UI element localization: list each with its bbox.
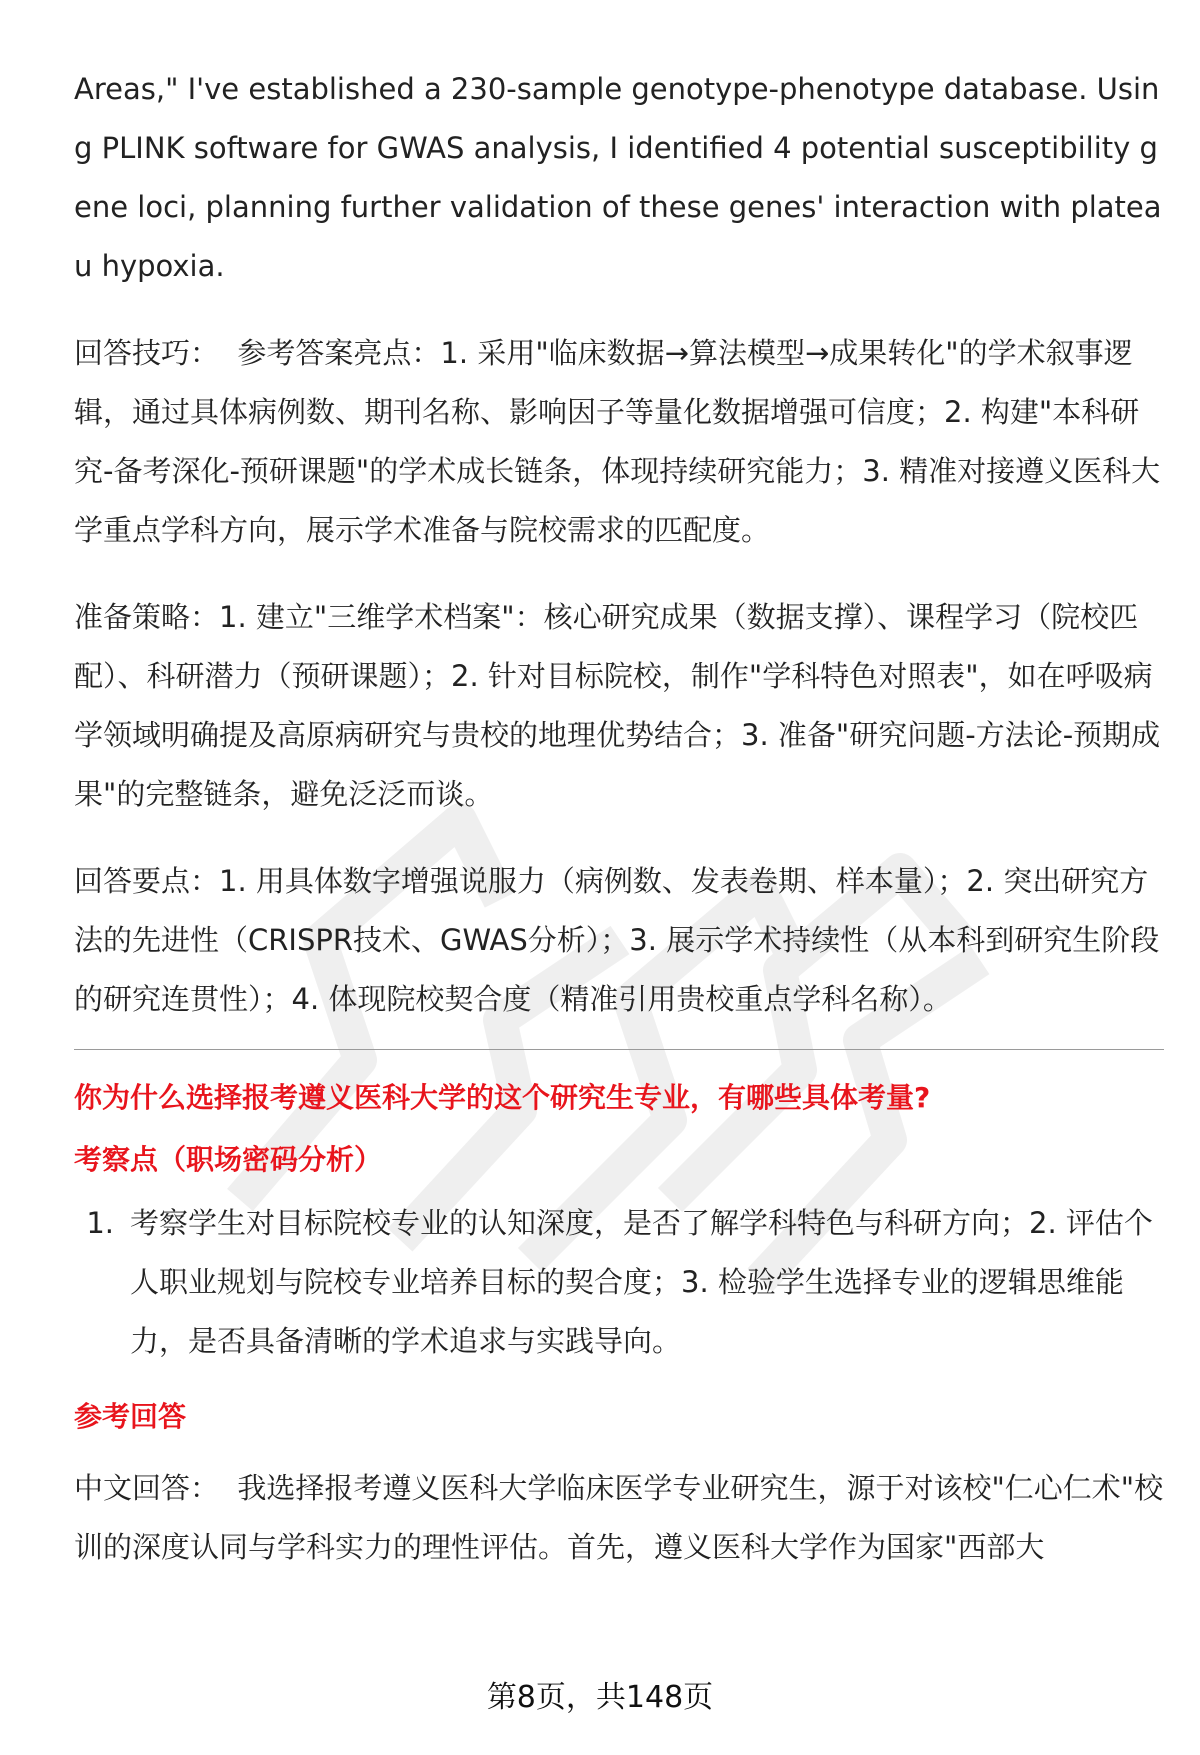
paragraph-english-answer: Areas," I've established a 230-sample genotype-phenotype database. Using PLINK software for GWAS analysis, I identified 4 potential susceptibility gene loci, planning further validation of these genes' interaction with plateau hypoxia. bbox=[74, 72, 1162, 283]
content-area bbox=[74, 60, 1164, 1577]
reference-answer-heading: 参考回答 bbox=[74, 1400, 187, 1433]
paragraph-chinese-answer: 中文回答： 我选择报考遵义医科大学临床医学专业研究生，源于对该校"仁心仁术"校训的深度认同与学科实力的理性评估。首先，遵义医科大学作为国家"西部大 bbox=[74, 1471, 1164, 1564]
focus-text: 考察学生对目标院校专业的认知深度，是否了解学科特色与科研方向；2. 评估个人职业规划与院校专业培养目标的契合度；3. 检验学生选择专业的逻辑思维能力，是否具备清晰的学术追求与实践导向。 bbox=[130, 1206, 1153, 1358]
paragraph-answer-points: 回答要点：1. 用具体数字增强说服力（病例数、发表卷期、样本量）；2. 突出研究方法的先进性（CRISPR技术、GWAS分析）；3. 展示学术持续性（从本科到研究生阶段的研究连贯性）；4. 体现院校契合度（精准引用贵校重点学科名称）。 bbox=[74, 864, 1160, 1016]
list-number: 1. bbox=[86, 1206, 114, 1240]
question-heading: 你为什么选择报考遵义医科大学的这个研究生专业，有哪些具体考量? bbox=[74, 1081, 931, 1114]
page-footer: 第8页，共148页 bbox=[486, 1680, 714, 1715]
focus-list-item bbox=[74, 1194, 1164, 1371]
paragraph-prep-strategy: 准备策略：1. 建立"三维学术档案"：核心研究成果（数据支撑）、课程学习（院校匹配）、科研潜力（预研课题）；2. 针对目标院校，制作"学科特色对照表"，如在呼吸病学领域明确提及高原病研究与贵校的地理优势结合；3. 准备"研究问题-方法论-预期成果"的完整链条，避免泛泛而谈。 bbox=[74, 600, 1161, 811]
focus-heading: 考察点（职场密码分析） bbox=[74, 1143, 383, 1176]
paragraph-answer-tips: 回答技巧： 参考答案亮点：1. 采用"临床数据→算法模型→成果转化"的学术叙事逻辑，通过具体病例数、期刊名称、影响因子等量化数据增强可信度；2. 构建"本科研究-备考深化-预研课题"的学术成长链条，体现持续研究能力；3. 精准对接遵义医科大学重点学科方向，展示学术准备与院校需求的匹配度。 bbox=[74, 336, 1161, 547]
section-divider bbox=[74, 1049, 1164, 1050]
